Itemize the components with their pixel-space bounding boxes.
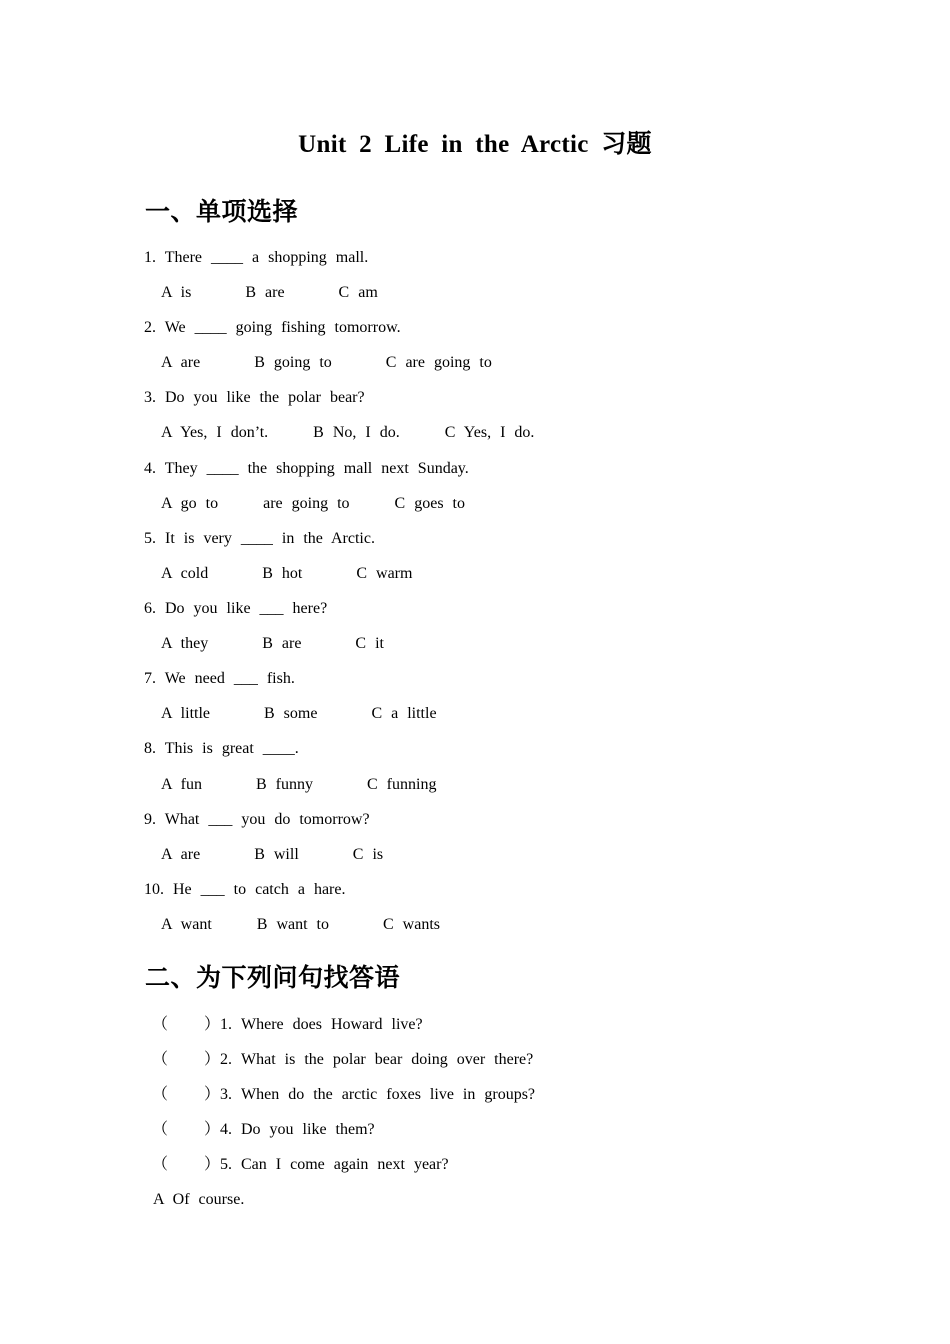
matching-item-2: （ ）2. What is the polar bear doing over there?	[152, 1051, 534, 1068]
answer-option-a: A Of course.	[153, 1191, 245, 1208]
question-4: 4. They ____ the shopping mall next Sunday.	[144, 460, 469, 477]
question-6: 6. Do you like ___ here?	[144, 600, 328, 617]
section-heading-single-choice: 一、单项选择	[145, 197, 299, 226]
question-3-options: A Yes, I don’t. B No, I do. C Yes, I do.	[161, 424, 535, 441]
question-9: 9. What ___ you do tomorrow?	[144, 811, 370, 828]
question-5: 5. It is very ____ in the Arctic.	[144, 530, 375, 547]
question-3: 3. Do you like the polar bear?	[144, 389, 365, 406]
question-2-options: A are B going to C are going to	[161, 354, 492, 371]
matching-item-1: （ ）1. Where does Howard live?	[152, 1016, 423, 1033]
question-5-options: A cold B hot C warm	[161, 565, 413, 582]
question-7: 7. We need ___ fish.	[144, 670, 295, 687]
question-1: 1. There ____ a shopping mall.	[144, 249, 369, 266]
question-10: 10. He ___ to catch a hare.	[144, 881, 346, 898]
question-7-options: A little B some C a little	[161, 705, 437, 722]
matching-item-3: （ ）3. When do the arctic foxes live in groups?	[152, 1086, 536, 1103]
matching-item-5: （ ）5. Can I come again next year?	[152, 1156, 449, 1173]
question-8-options: A fun B funny C funning	[161, 776, 437, 793]
matching-item-4: （ ）4. Do you like them?	[152, 1121, 375, 1138]
question-10-options: A want B want to C wants	[161, 916, 440, 933]
question-6-options: A they B are C it	[161, 635, 384, 652]
question-2: 2. We ____ going fishing tomorrow.	[144, 319, 401, 336]
page-title: Unit 2 Life in the Arctic 习题	[298, 131, 652, 158]
question-9-options: A are B will C is	[161, 846, 384, 863]
question-4-options: A go to are going to C goes to	[161, 495, 465, 512]
question-1-options: A is B are C am	[161, 284, 378, 301]
question-8: 8. This is great ____.	[144, 740, 299, 757]
section-heading-matching: 二、为下列问句找答语	[145, 963, 401, 992]
